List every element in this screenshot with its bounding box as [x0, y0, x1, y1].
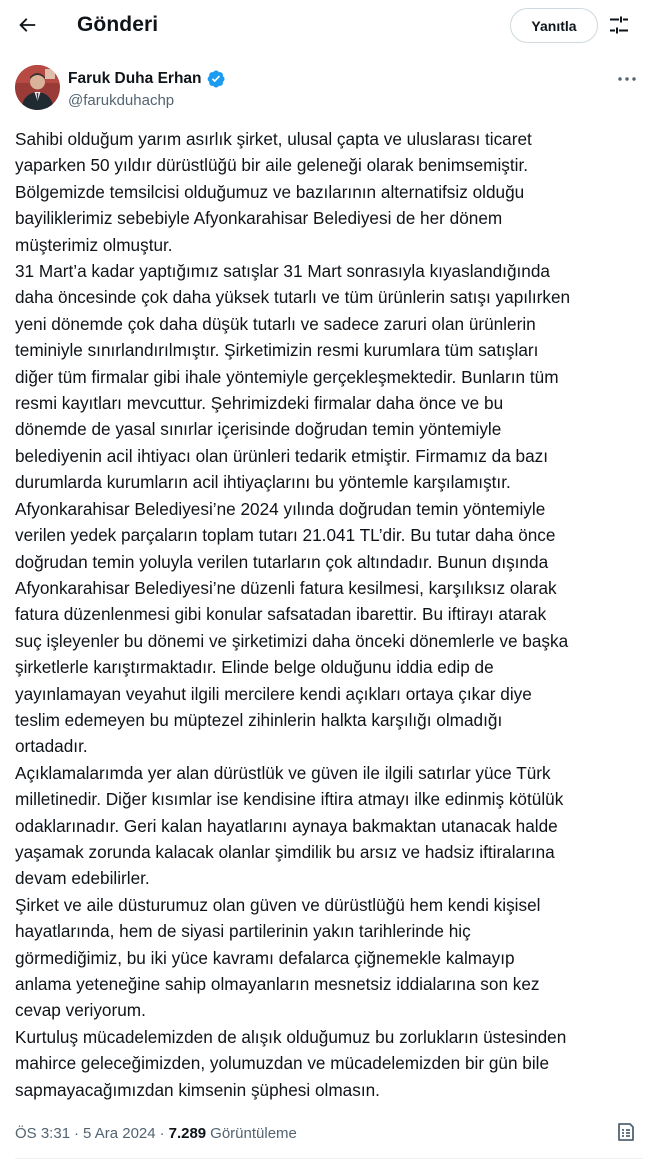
post-text	[15, 126, 643, 1103]
arrow-left-icon	[16, 14, 38, 36]
post-text-line: durumlarda kurumların acil ihtiyaçlarını bu yöntemle karşılamıştır.	[15, 472, 511, 493]
author-row	[15, 65, 643, 113]
post-text-line: yaparken 50 yıldır dürüstlüğü bir aile geleneği olarak benimsemiştir.	[15, 155, 529, 176]
post-text-line: Kurtuluş mücadelemizden de alışık olduğumuz bu zorlukların üstesinden	[15, 1026, 567, 1047]
post-date[interactable]: 5 Ara 2024	[83, 1124, 156, 1142]
more-dots-icon[interactable]	[615, 67, 639, 91]
back-button[interactable]	[14, 12, 40, 38]
post-text-line: dönemde de yasal sınırlar içerisinde doğrudan temin yöntemiyle	[15, 419, 502, 440]
post-meta	[15, 1122, 643, 1144]
post-text-line: odaklarınadır. Geri kalan hayatlarını aynaya bakmaktan utanacak halde	[15, 815, 558, 836]
analytics-icon[interactable]	[614, 1120, 638, 1144]
post-text-line: Açıklamalarımda yer alan dürüstlük ve güven ile ilgili satırlar yüce Türk	[15, 762, 551, 783]
meta-separator: ·	[159, 1124, 165, 1142]
post-text-line: devam edebilirler.	[15, 868, 150, 889]
meta-separator: ·	[74, 1124, 80, 1142]
post-time[interactable]: ÖS 3:31	[15, 1124, 71, 1142]
post-text-line: yaşamak zorunda kalacak olanlar şimdilik bu arsız ve hadsiz iftiralarına	[15, 841, 555, 862]
post-text-line: daha öncesinde çok daha yüksek tutarlı ve tüm ürünlerin satışı yapılırken	[15, 287, 571, 308]
post-text-line: bayiliklerimiz sebebiyle Afyonkarahisar Belediyesi de her dönem	[15, 208, 503, 229]
post-text-line: Şirket ve aile düsturumuz olan güven ve dürüstlüğü hem kendi kişisel	[15, 894, 541, 915]
sliders-icon[interactable]	[607, 13, 631, 37]
post-text-line: belediyenin acil ihtiyacı olan ürünleri tedarik etmiştir. Firmamız da bazı	[15, 445, 549, 466]
post-text-line: ortadadır.	[15, 736, 88, 757]
post-text-line: suç işleyenler bu dönemi ve şirketimizi daha önceki dönemlerle ve başka	[15, 630, 569, 651]
post-text-line: Afyonkarahisar Belediyesi’ne düzenli fatura kesilmesi, karşılıksız olarak	[15, 577, 557, 598]
post-text-line: Sahibi olduğum yarım asırlık şirket, ulusal çapta ve uluslarası ticaret	[15, 129, 532, 149]
post-text-line: teminiyle sınırlandırılmıştır. Şirketimizin resmi kurumlara tüm satışları	[15, 340, 539, 361]
post-text-line: anlama yeteneğine sahip olmayanların mesnetsiz iddialarına son kez	[15, 974, 540, 994]
post-text-line: mahirce geleceğimizden, yolumuzdan ve mücadelemizden bir gün bile	[15, 1053, 550, 1074]
post-text-line: görmediğimiz, bu iki yüce kavramı defalarca çiğnemekle kalmayıp	[15, 947, 515, 968]
post-text-line: milletinedir. Diğer kısımlar ise kendisine iftira atmayı ilke edinmiş kötülük	[15, 789, 564, 810]
post-text-line: doğrudan temin yoluyla verilen tutarların çok altındadır. Bunun dışında	[15, 551, 549, 572]
post-text-line: Afyonkarahisar Belediyesi’ne 2024 yılında doğrudan temin yöntemiyle	[15, 498, 546, 519]
avatar[interactable]	[15, 65, 60, 110]
avatar-image	[15, 65, 60, 110]
post-text-line: 31 Mart’a kadar yaptığımız satışlar 31 Mart sonrasıyla kıyaslandığında	[15, 261, 550, 282]
post-text-line: fatura düzenlenmesi gibi konular safsatadan ibarettir. Bu iftirayı atarak	[15, 604, 547, 625]
post-text-line: şirketlerle karıştırmaktadır. Elinde belge olduğunu iddia edip de	[15, 657, 494, 678]
views-label: Görüntüleme	[210, 1124, 297, 1142]
author-name[interactable]	[68, 69, 226, 89]
post-text-line: diğer tüm firmalar gibi ihale yöntemiyle gerçekleşmektedir. Bunların tüm	[15, 366, 559, 387]
post-text-line: teslim edemeyen bu müptezel zihinlerin halkta karşılığı olmadığı	[15, 709, 503, 730]
author-handle[interactable]: @farukduhachp	[68, 92, 175, 109]
page-title: Gönderi	[77, 13, 159, 36]
divider	[15, 1158, 643, 1159]
author-name-text: Faruk Duha Erhan	[68, 70, 202, 87]
post-text-line: müşterimiz olmuştur.	[15, 234, 173, 255]
post-text-line: yeni dönemde çok daha düşük tutarlı ve sadece zaruri olan ürünlerin	[15, 313, 536, 334]
post-text-line: Bölgemizde temsilcisi olduğumuz ve bazılarının alternatifsiz olduğu	[15, 181, 525, 202]
post-text-line: resmi kayıtları mevcuttur. Şehrimizdeki firmalar daha önce ve bu	[15, 393, 504, 414]
post-text-line: verilen yedek parçaların toplam tutarı 21.041 TL’dir. Bu tutar daha önce	[15, 525, 556, 546]
post-text-line: yayınlamayan veyahut ilgili mercilere kendi açıkları ortaya çıkar diye	[15, 683, 532, 704]
post-text-line: hayatlarında, hem de siyasi partilerinin yakın tarihlerinde hiç	[15, 921, 471, 942]
views-count: 7.289	[168, 1124, 207, 1142]
verified-badge-icon[interactable]	[206, 69, 226, 89]
post-text-line: cevap veriyorum.	[15, 1000, 146, 1021]
reply-button[interactable]: Yanıtla	[510, 8, 598, 43]
post-text-line: sapmayacağımızdan kimsenin şüphesi olmasın.	[15, 1079, 380, 1100]
